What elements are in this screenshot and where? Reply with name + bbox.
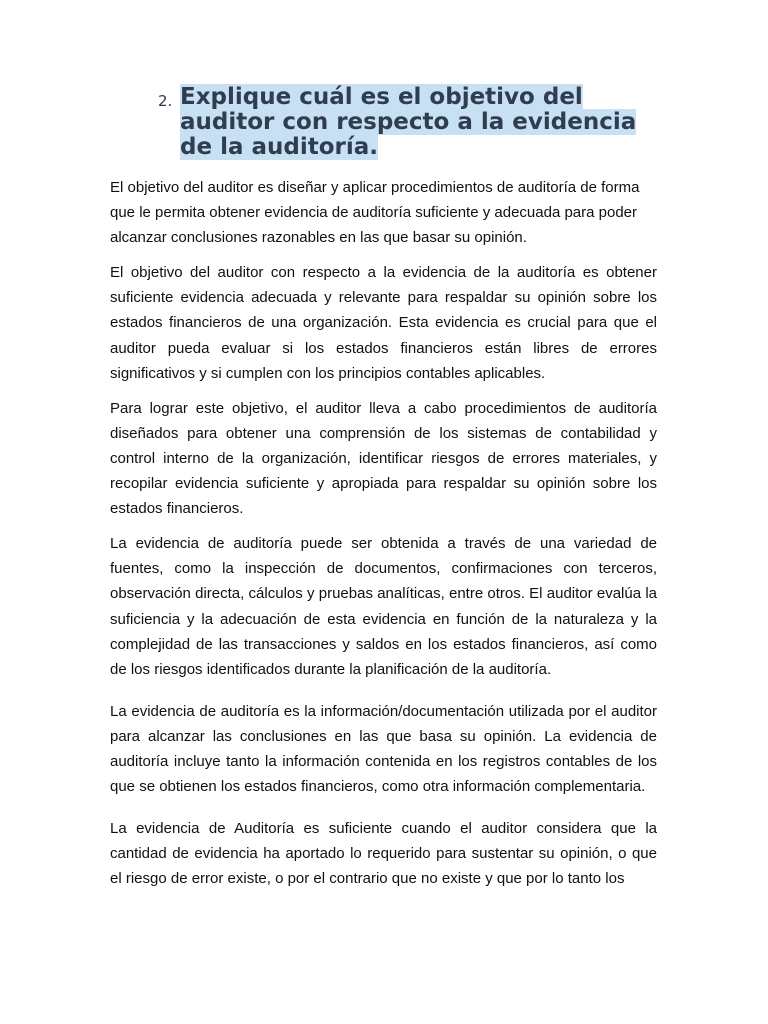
paragraph-5: La evidencia de auditoría es la información/documentación utilizada por el auditor para alcanzar las conclusiones en las que basa su opinión. La evidencia de auditoría incluye tanto la información contenida en los registros contables de los que se obtienen los estados financieros, como otra información complementaria. <box>110 702 657 796</box>
paragraph-4: La evidencia de auditoría puede ser obtenida a través de una variedad de fuentes, como la inspección de documentos, confirmaciones con terceros, observación directa, cálculos y pruebas analíticas, entre otros. El auditor evalúa la suficiencia y la adecuación de esta evidencia en función de la naturaleza y la complejidad de las transacciones y saldos en los estados financieros, así como de los riesgos identificados durante la planificación de la auditoría. <box>110 535 657 678</box>
paragraph-3: Para lograr este objetivo, el auditor lleva a cabo procedimientos de auditoría diseñados para obtener una comprensión de los sistemas de contabilidad y control interno de la organización, identificar riesgos de errores materiales, y recopilar evidencia suficiente y apropiada para respaldar su opinión sobre los estados financieros. <box>110 399 657 518</box>
paragraph-1: El objetivo del auditor es diseñar y aplicar procedimientos de auditoría de forma que le permita obtener evidencia de auditoría suficiente y adecuada para poder alcanzar conclusiones razonables en las que basar su opinión. <box>110 179 640 247</box>
document-body <box>110 175 657 891</box>
paragraph-6: La evidencia de Auditoría es suficiente cuando el auditor considera que la cantidad de evidencia ha aportado lo requerido para sustentar su opinión, o que el riesgo de error existe, o por el contrario que no existe y que por lo tanto los <box>110 820 657 888</box>
paragraph-2: El objetivo del auditor con respecto a la evidencia de la auditoría es obtener suficiente evidencia adecuada y relevante para respaldar su opinión sobre los estados financieros de una organización. Esta evidencia es crucial para que el auditor pueda evaluar si los estados financieros están libres de errores significativos y si cumplen con los principios contables aplicables. <box>110 264 657 382</box>
heading-title <box>180 85 660 160</box>
heading-number: 2. <box>158 92 173 110</box>
heading-highlight: Explique cuál es el objetivo del auditor con respecto a la evidencia de la auditoría. <box>180 84 637 160</box>
